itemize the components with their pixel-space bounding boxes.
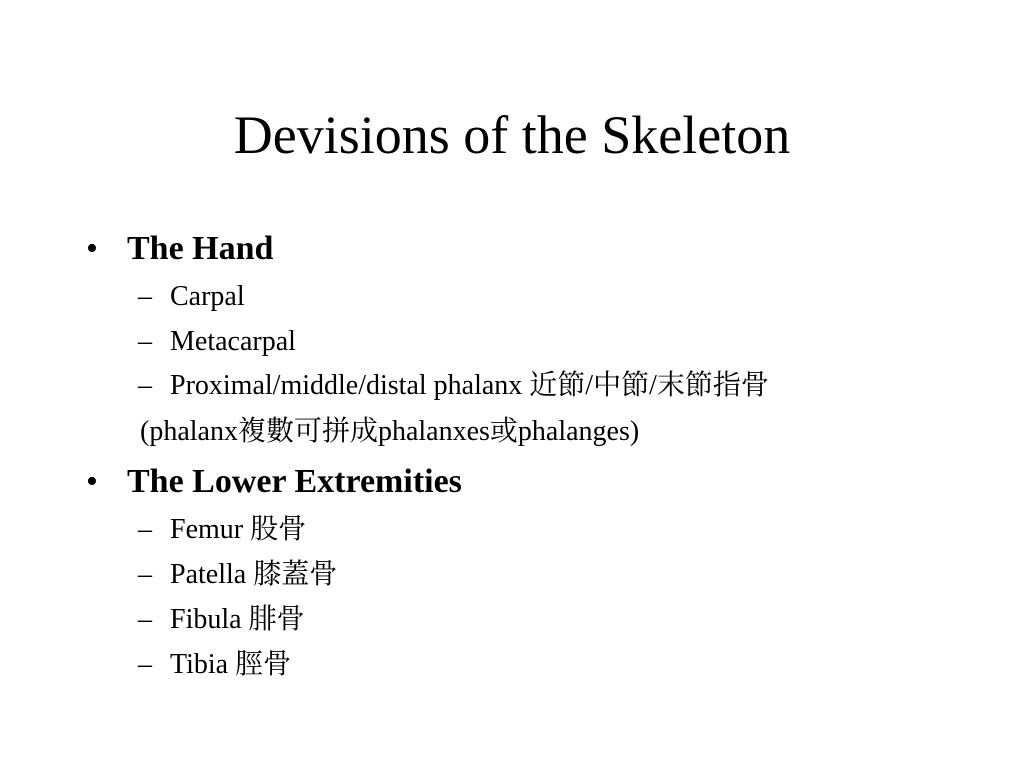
list-item-label: Metacarpal [170,326,296,357]
list-item [138,325,296,359]
list-item [138,513,306,547]
list-item-label: Femur 股骨 [170,514,307,545]
dash-icon: – [138,281,152,312]
dash-icon: – [138,559,152,590]
list-item [138,369,769,403]
section-heading-hand [86,229,273,269]
list-item-continuation: (phalanx複數可拼成phalanxes或phalanges) [140,416,640,447]
list-item-label: Patella 膝蓋骨 [170,559,338,590]
bullet-icon: • [86,230,98,267]
section-heading-lower-extremities [86,462,462,502]
dash-icon: – [138,370,152,401]
list-item-label: Carpal [170,281,245,312]
dash-icon: – [138,649,152,680]
list-item-label: Tibia 脛骨 [170,649,292,680]
section-heading-label: The Lower Extremities [127,463,462,500]
list-item [138,558,337,592]
list-item-label: Fibula 腓骨 [170,604,305,635]
section-heading-label: The Hand [127,230,274,267]
list-item-label: Proximal/middle/distal phalanx 近節/中節/末節指骨 [170,370,769,401]
slide-title: Devisions of the Skeleton [233,105,791,165]
dash-icon: – [138,604,152,635]
dash-icon: – [138,326,152,357]
list-item [138,648,291,682]
dash-icon: – [138,514,152,545]
list-item [138,603,305,637]
list-item [138,280,245,314]
bullet-icon: • [86,463,98,500]
